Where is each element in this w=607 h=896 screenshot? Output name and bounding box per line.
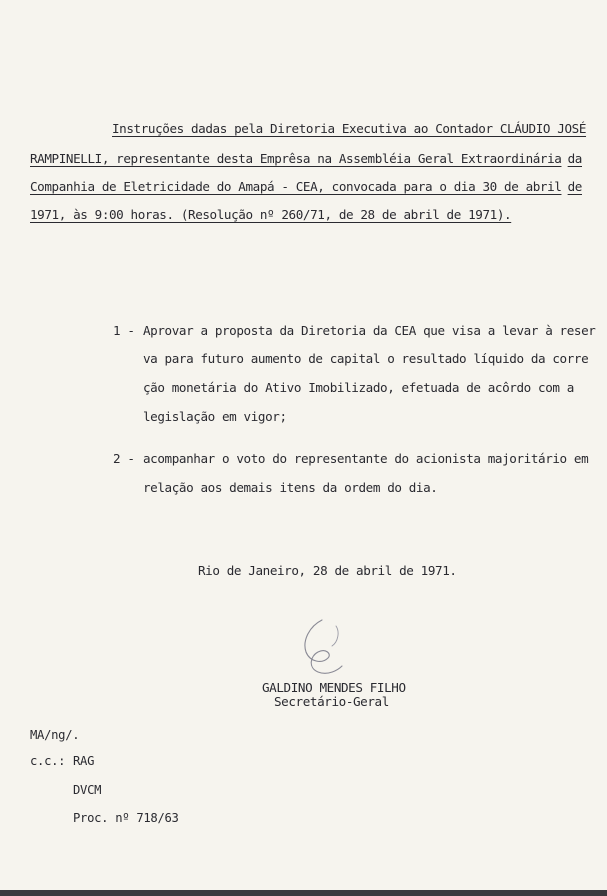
header-line-4: 1971, às 9:00 horas. (Resolução nº 260/71, de 28 de abril de 1971). <box>30 207 512 222</box>
header-line-3-end: de <box>567 179 582 194</box>
header-line-2-text: RAMPINELLI, representante desta Emprêsa na Assembléia Geral Extraordinária <box>30 151 562 166</box>
header-line-1: Instruções dadas pela Diretoria Executiva ao Contador CLÁUDIO JOSÉ <box>112 121 587 136</box>
footer-process: Proc. nº 718/63 <box>73 811 179 825</box>
item-2-number: 2 - <box>113 451 135 466</box>
header-line-3 <box>30 179 582 194</box>
handwritten-signature <box>292 612 362 682</box>
scan-edge <box>0 890 607 896</box>
item-2-line-1: acompanhar o voto do representante do acionista majoritário em <box>143 451 589 466</box>
item-1-line-1: Aprovar a proposta da Diretoria da CEA que visa a levar à reser <box>143 323 596 338</box>
place-date: Rio de Janeiro, 28 de abril de 1971. <box>198 563 457 578</box>
footer-cc-label: c.c.: <box>30 754 66 768</box>
item-1-line-3: ção monetária do Ativo Imobilizado, efetuada de acôrdo com a <box>143 380 574 395</box>
signatory-name: GALDINO MENDES FILHO <box>262 680 406 695</box>
item-1-line-2: va para futuro aumento de capital o resultado líquido da corre <box>143 351 589 366</box>
header-line-2-end: da <box>567 151 582 166</box>
footer-cc-1: RAG <box>73 754 95 768</box>
footer-cc-2: DVCM <box>73 783 102 797</box>
signatory-title: Secretário-Geral <box>274 694 389 709</box>
header-line-3-text: Companhia de Eletricidade do Amapá - CEA, convocada para o dia 30 de abril <box>30 179 562 194</box>
header-line-2 <box>30 151 582 166</box>
item-2-line-2: relação aos demais itens da ordem do dia. <box>143 480 438 495</box>
footer-initials: MA/ng/. <box>30 728 80 742</box>
item-1-line-4: legislação em vigor; <box>143 409 287 424</box>
item-1-number: 1 - <box>113 323 135 338</box>
